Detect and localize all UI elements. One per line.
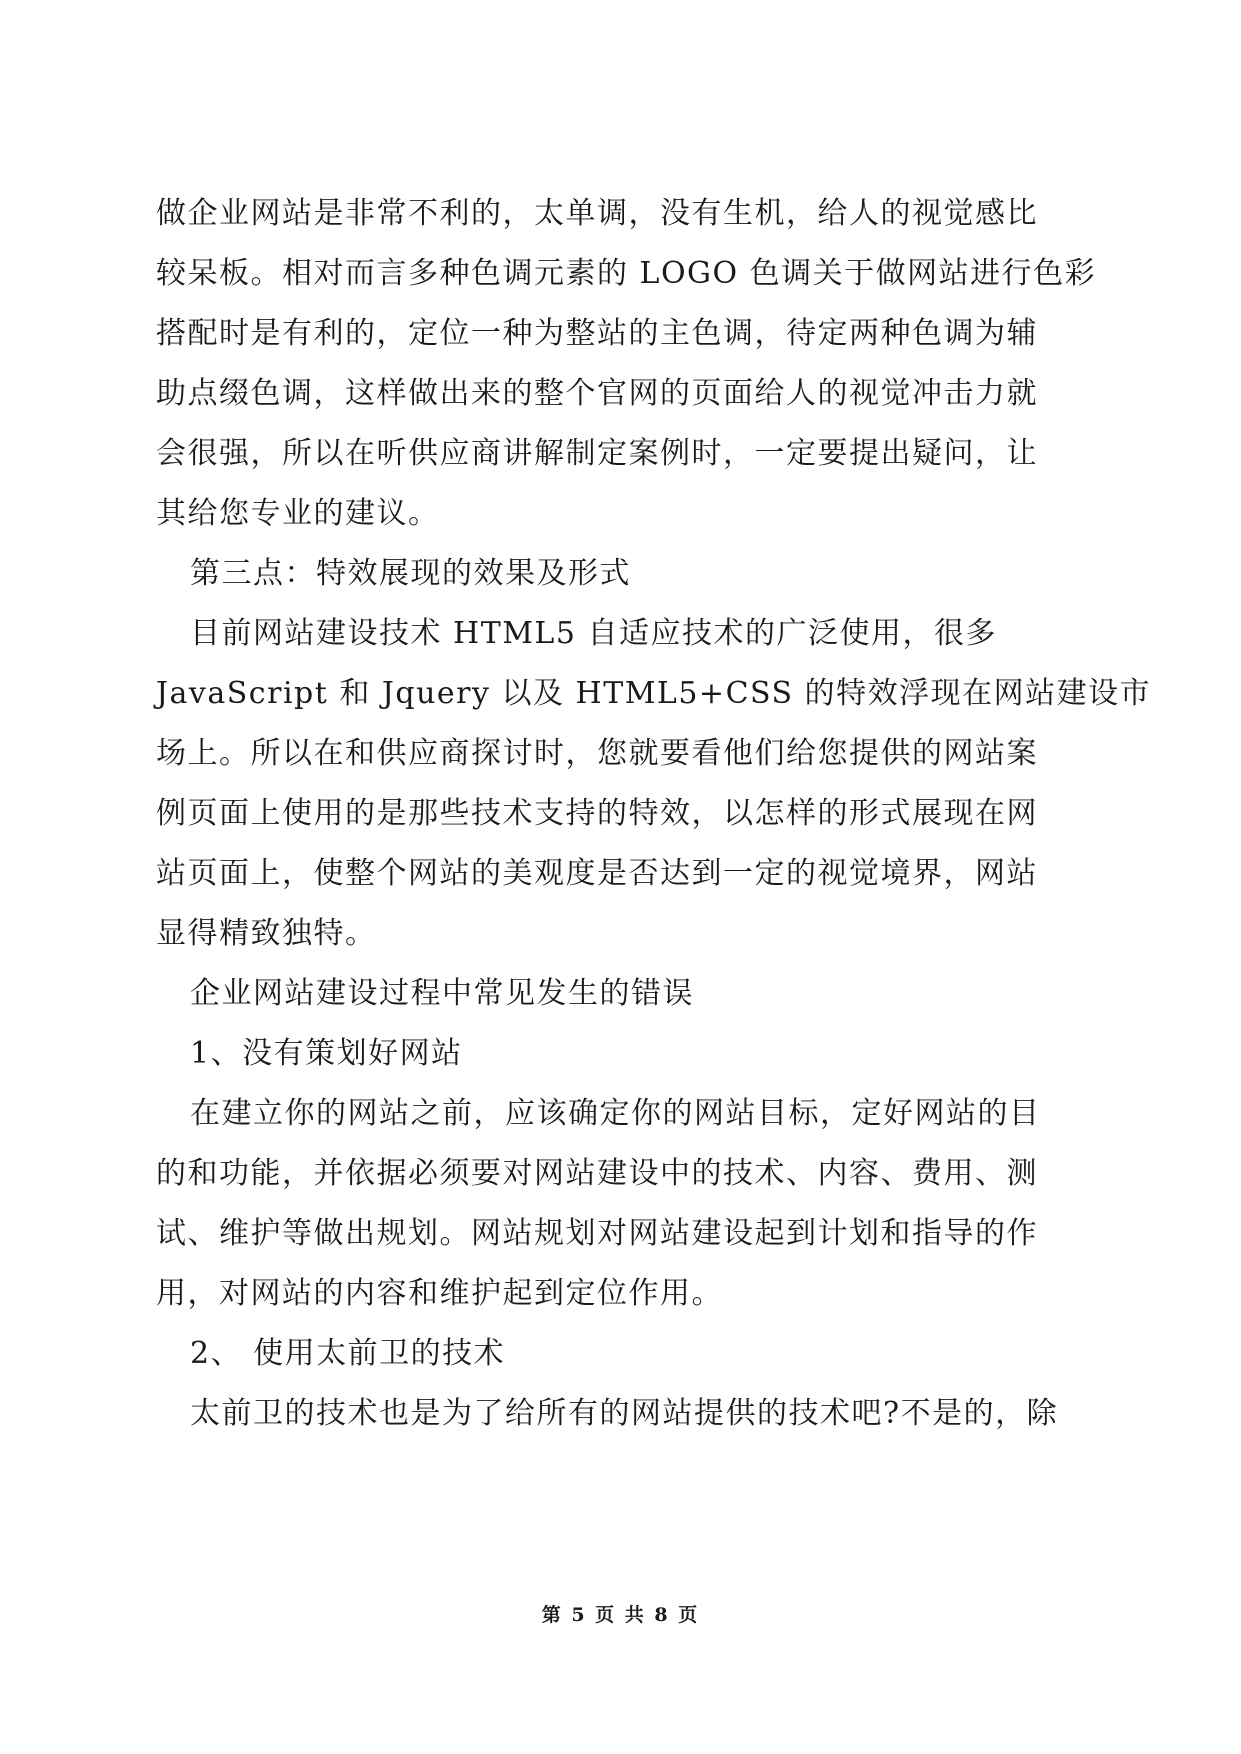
paragraph-line: 用，对网站的内容和维护起到定位作用。	[156, 1276, 723, 1311]
paragraph-line: 的和功能，并依据必须要对网站建设中的技术、内容、费用、测	[156, 1156, 1038, 1191]
document-body	[156, 184, 1152, 1444]
paragraph-line: 目前网站建设技术 HTML5 自适应技术的广泛使用，很多	[190, 616, 997, 651]
paragraph-line: 助点缀色调，这样做出来的整个官网的页面给人的视觉冲击力就	[156, 376, 1038, 411]
paragraph-line: 太前卫的技术也是为了给所有的网站提供的技术吧?不是的，除	[190, 1396, 1059, 1431]
paragraph-line: 在建立你的网站之前，应该确定你的网站目标，定好网站的目	[190, 1096, 1041, 1131]
paragraph-line: 例页面上使用的是那些技术支持的特效，以怎样的形式展现在网	[156, 796, 1038, 831]
paragraph-line: 显得精致独特。	[156, 916, 377, 951]
paragraph-line: 场上。所以在和供应商探讨时，您就要看他们给您提供的网站案	[156, 736, 1038, 771]
paragraph-line: 较呆板。相对而言多种色调元素的 LOGO 色调关于做网站进行色彩	[156, 256, 1097, 291]
list-item-heading: 1、没有策划好网站	[190, 1036, 463, 1071]
section-heading: 企业网站建设过程中常见发生的错误	[190, 976, 694, 1011]
paragraph-line: JavaScript 和 Jquery 以及 HTML5+CSS 的特效浮现在网站建设市	[156, 676, 1152, 711]
paragraph-line: 会很强，所以在听供应商讲解制定案例时，一定要提出疑问，让	[156, 436, 1038, 471]
paragraph-line: 其给您专业的建议。	[156, 496, 440, 531]
paragraph-line: 站页面上，使整个网站的美观度是否达到一定的视觉境界，网站	[156, 856, 1038, 891]
page-number-footer: 第 5 页 共 8 页	[541, 1604, 700, 1626]
paragraph-line: 搭配时是有利的，定位一种为整站的主色调，待定两种色调为辅	[156, 316, 1038, 351]
list-item-heading: 2、 使用太前卫的技术	[190, 1336, 506, 1371]
paragraph-line: 做企业网站是非常不利的，太单调，没有生机，给人的视觉感比	[156, 196, 1038, 231]
section-heading: 第三点：特效展现的效果及形式	[190, 556, 631, 591]
paragraph-line: 试、维护等做出规划。网站规划对网站建设起到计划和指导的作	[156, 1216, 1038, 1251]
